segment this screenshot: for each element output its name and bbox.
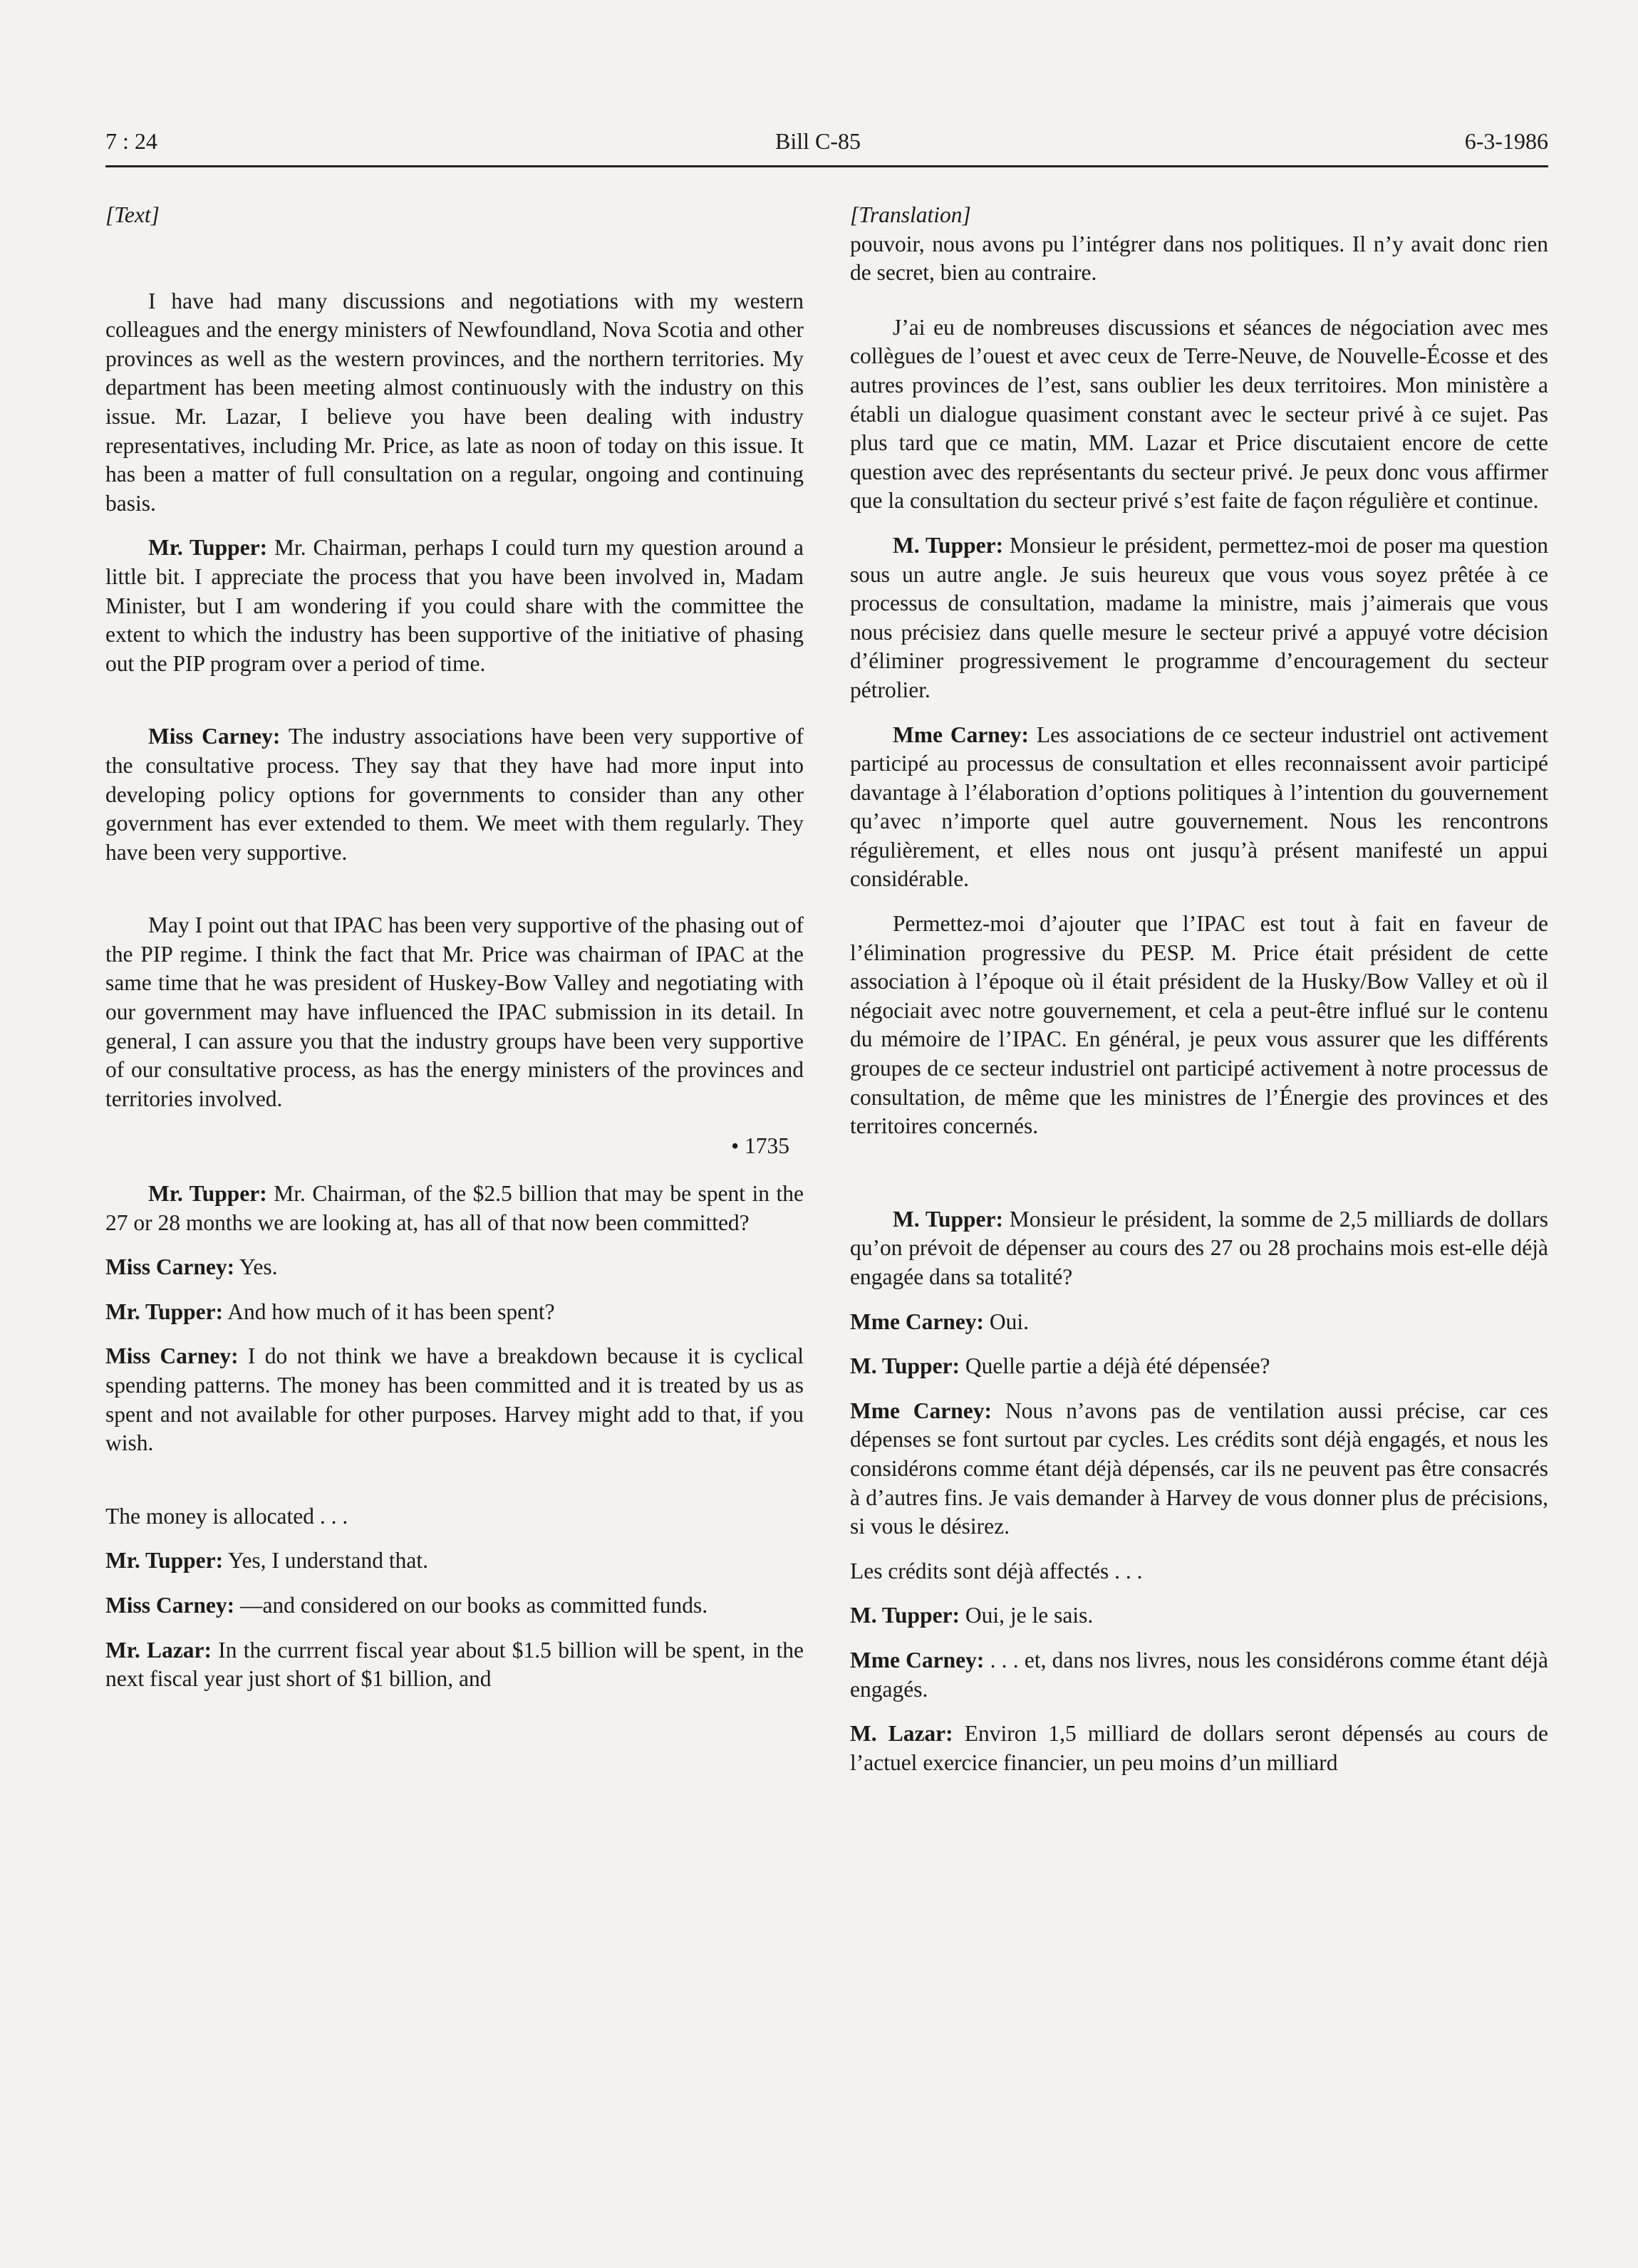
paragraph: Mr. Tupper: And how much of it has been spent? bbox=[105, 1299, 555, 1324]
spacer bbox=[105, 239, 804, 287]
paragraph: Miss Carney: —and considered on our books as committed funds. bbox=[105, 1592, 708, 1618]
english-column bbox=[105, 201, 804, 1710]
paragraph: Mr. Tupper: Mr. Chairman, of the $2.5 billion that may be spent in the 27 or 28 months we are looking at, has all of that now been committed? bbox=[105, 1181, 804, 1235]
speaker-name: Mr. Lazar: bbox=[105, 1637, 212, 1663]
speaker-name: M. Tupper: bbox=[850, 1603, 960, 1628]
paragraph: M. Tupper: Monsieur le président, la somme de 2,5 milliards de dollars qu’on prévoit de dépenser au cours des 27 ou 28 prochains mois est-elle déjà engagée dans sa totalité? bbox=[850, 1206, 1548, 1289]
speaker-name: Mr. Tupper: bbox=[105, 1299, 224, 1324]
column-label-translation: [Translation] bbox=[850, 202, 971, 227]
paragraph: Mr. Tupper: Yes, I understand that. bbox=[105, 1548, 428, 1573]
speaker-name: Mr. Tupper: bbox=[148, 1181, 267, 1207]
time-marker: • 1735 bbox=[731, 1133, 789, 1159]
paragraph: Permettez-moi d’ajouter que l’IPAC est tout à fait en faveur de l’élimination progressive du PESP. M. Price était président de cette association à l’époque où il était président de la Husky/Bow Valley et où il négociait avec notre gouvernement, et cela a peut-être influé sur le contenu du mémoire de l’IPAC. En général, je peux vous assurer que les différents groupes de ce secteur industriel ont participé activement à notre processus de consultation, de même que les ministres de l’Énergie des provinces et des territoires concernés. bbox=[850, 911, 1548, 1139]
paragraph: J’ai eu de nombreuses discussions et séances de négociation avec mes collègues de l’ouest et avec ceux de Terre-Neuve, de Nouvelle-Écosse et des autres provinces de l’est, sans oublier les deux territoires. Mon ministère a établi un dialogue quasiment constant avec le secteur privé à ce sujet. Pas plus tard que ce matin, MM. Lazar et Price discutaient encore de cette question avec des représentants du secteur privé. Je peux donc vous affirmer que la consultation du secteur privé s’est faite de façon régulière et continue. bbox=[850, 314, 1548, 514]
french-column bbox=[850, 201, 1548, 1793]
paragraph: Miss Carney: I do not think we have a breakdown because it is cyclical spending patterns. The money has been committed and it is treated by us as spent and not available for other purposes. Harvey might add to that, if you wish. bbox=[105, 1343, 804, 1456]
paragraph: Mme Carney: Nous n’avons pas de ventilation aussi précise, car ces dépenses se font surtout par cycles. Les crédits sont déjà engagés, et nous les considérons comme étant déjà dépensés, car ils ne peuvent pas être consacrés à d’autres fins. Je vais demander à Harvey de vous donner plus de précisions, si vous le désirez. bbox=[850, 1398, 1549, 1539]
spacer bbox=[105, 1474, 804, 1502]
paragraph: Les crédits sont déjà affectés . . . bbox=[850, 1558, 1143, 1583]
spacer bbox=[850, 1157, 1548, 1205]
paragraph: Miss Carney: Yes. bbox=[105, 1254, 278, 1280]
speaker-name: Mme Carney: bbox=[893, 722, 1030, 747]
speaker-name: M. Lazar: bbox=[850, 1721, 953, 1747]
paragraph: Mr. Tupper: Mr. Chairman, perhaps I could turn my question around a little bit. I appreciate the process that you have been involved in, Madam Minister, but I am wondering if you could share with the committee the extent to which the industry has been supportive of the initiative of phasing out the PIP program over a period of time. bbox=[105, 535, 804, 676]
bill-title: Bill C-85 bbox=[775, 128, 861, 154]
paragraph: M. Lazar: Environ 1,5 milliard de dollars seront dépensés au cours de l’actuel exercice financier, un peu moins d’un milliard bbox=[850, 1721, 1549, 1775]
paragraph: Mme Carney: Les associations de ce secteur industriel ont activement participé au processus de consultation et elles reconnaissent avoir participé davantage à l’élaboration d’options politiques à l’intention du gouvernement qu’avec n’importe quel autre gouvernement. Nous les rencontrons régulièrement, et elles nous ont jusqu’à présent manifesté un appui considérable. bbox=[850, 722, 1549, 892]
speaker-name: M. Tupper: bbox=[893, 532, 1004, 558]
speaker-name: Miss Carney: bbox=[105, 1254, 235, 1280]
paragraph: M. Tupper: Oui, je le sais. bbox=[850, 1603, 1094, 1628]
speaker-name: Miss Carney: bbox=[105, 1343, 239, 1369]
page-date: 6-3-1986 bbox=[1464, 128, 1548, 154]
page-header bbox=[105, 128, 1548, 168]
paragraph: I have had many discussions and negotiations with my western colleagues and the energy ministers of Newfoundland, Nova Scotia and other provinces as well as the western provinces, and the northern territories. My department has been meeting almost continuously with the industry on this issue. Mr. Lazar, I believe you have been dealing with industry representatives, including Mr. Price, as late as noon of today on this issue. It has been a matter of full consultation on a regular, ongoing and continuing basis. bbox=[105, 288, 804, 516]
paragraph: pouvoir, nous avons pu l’intégrer dans nos politiques. Il n’y avait donc rien de secret, bien au contraire. bbox=[850, 231, 1548, 286]
spacer bbox=[105, 883, 804, 911]
paragraph: May I point out that IPAC has been very supportive of the phasing out of the PIP regime. I think the fact that Mr. Price was chairman of IPAC at the same time that he was president of Huskey-Bow Valley and negotiating with our government may have influenced the IPAC submission in its detail. In general, I can assure you that the industry groups have been very supportive of our consultative process, as has the energy ministers of the provinces and territories involved. bbox=[105, 912, 804, 1111]
paragraph: Miss Carney: The industry associations have been very supportive of the consultative process. They say that they have had more input into developing policy options for governments to consider than any other government has ever extended to them. We meet with them regularly. They have been very supportive. bbox=[105, 724, 804, 865]
speaker-name: Mme Carney: bbox=[850, 1398, 992, 1423]
header-rule bbox=[105, 165, 1548, 167]
speaker-name: Miss Carney: bbox=[105, 1592, 235, 1618]
speaker-name: Miss Carney: bbox=[148, 724, 281, 749]
paragraph: Mr. Lazar: In the currrent fiscal year about $1.5 billion will be spent, in the next fiscal year just short of $1 billion, and bbox=[105, 1637, 804, 1692]
speaker-name: Mme Carney: bbox=[850, 1647, 985, 1673]
paragraph: The money is allocated . . . bbox=[105, 1503, 348, 1529]
paragraph: M. Tupper: Monsieur le président, permettez-moi de poser ma question sous un autre angle. Je suis heureux que vous vous soyez prêtée à ce processus de consultation, madame la ministre, mais j’aimerais que vous nous précisiez dans quelle mesure le secteur privé a appuyé votre décision d’éliminer progressivement le programme d’encouragement du secteur pétrolier. bbox=[850, 532, 1548, 702]
speaker-name: M. Tupper: bbox=[850, 1353, 960, 1379]
speaker-name: Mr. Tupper: bbox=[148, 535, 268, 561]
paragraph: Mme Carney: . . . et, dans nos livres, nous les considérons comme étant déjà engagés. bbox=[850, 1647, 1549, 1702]
paragraph: Mme Carney: Oui. bbox=[850, 1309, 1030, 1334]
speaker-name: Mr. Tupper: bbox=[105, 1548, 224, 1573]
speaker-name: Mme Carney: bbox=[850, 1309, 985, 1334]
paragraph: M. Tupper: Quelle partie a déjà été dépensée? bbox=[850, 1353, 1270, 1379]
column-label-text: [Text] bbox=[105, 202, 160, 227]
speaker-name: M. Tupper: bbox=[893, 1206, 1003, 1232]
spacer bbox=[105, 694, 804, 722]
page-number: 7 : 24 bbox=[105, 128, 157, 154]
